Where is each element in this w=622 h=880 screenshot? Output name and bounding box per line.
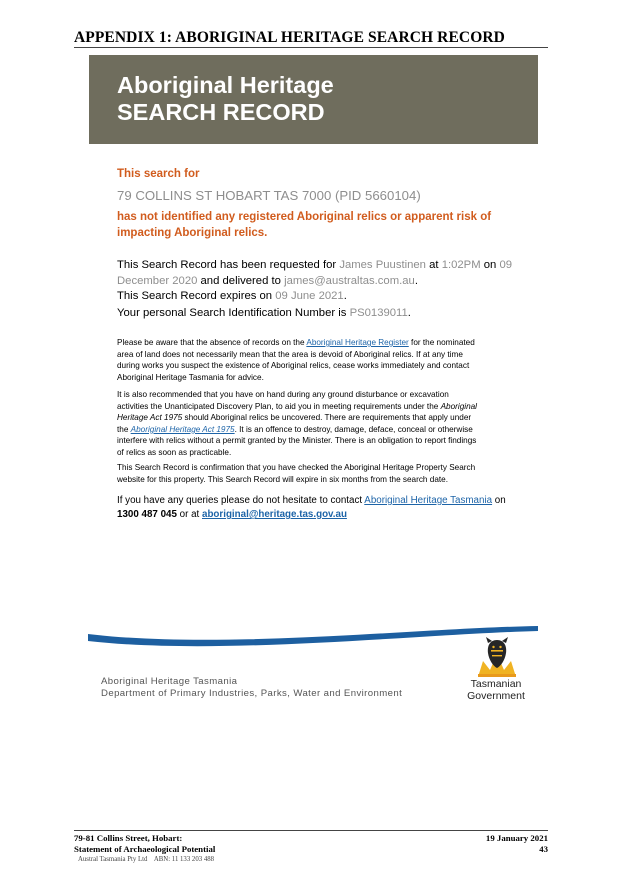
delivery-email: james@australtas.com.au <box>284 274 415 287</box>
request-line-2: December 2020 and delivered to james@australtas.com.au. <box>117 274 418 287</box>
search-id: PS0139011 <box>349 306 408 319</box>
heritage-act-link[interactable]: Aboriginal Heritage Act 1975 <box>130 424 235 434</box>
footer-doc-title: Statement of Archaeological Potential <box>74 843 216 854</box>
request-time: 1:02PM <box>441 259 481 271</box>
request-date-month: December 2020 <box>117 274 198 287</box>
request-line-1: This Search Record has been requested for James Puustinen at 1:02PM on 09 <box>117 259 513 271</box>
contact-phone: 1300 487 045 <box>117 509 177 520</box>
aht-contact-link[interactable]: Aboriginal Heritage Tasmania <box>364 495 493 506</box>
government-line-1: Tasmanian <box>470 678 522 690</box>
requester-name: James Puustinen <box>339 259 426 271</box>
heritage-register-link[interactable]: Aboriginal Heritage Register <box>306 338 409 347</box>
search-id-line: Your personal Search Identification Number is PS0139011. <box>117 306 411 319</box>
footer-address: 79-81 Collins Street, Hobart: <box>74 833 183 843</box>
expiry-date: 09 June 2021 <box>275 290 344 303</box>
finding-line-1: has not identified any registered Aboriginal relics or apparent risk of <box>117 211 492 223</box>
contact-paragraph: If you have any queries please do not hesitate to contact Aboriginal Heritage Tasmania on 1300 487 045 or at aboriginal@heritage.tas.gov.au <box>117 495 506 520</box>
search-intro: This search for <box>117 168 200 180</box>
footer-right <box>428 833 548 854</box>
government-line-2: Government <box>467 690 525 702</box>
agency-name: Aboriginal Heritage Tasmania <box>101 676 238 687</box>
page-number: 43 <box>539 843 548 854</box>
contact-email-link[interactable]: aboriginal@heritage.tas.gov.au <box>202 509 347 520</box>
advice-paragraph-2: It is also recommended that you have on hand during any ground disturbance or excavation activities the Unanticipated Discovery Plan, to aid you in meeting requirements under the Aboriginal Heritage Act 1975 should Aboriginal relics be uncovered. There are requirements that apply under the Aboriginal Heritage Act 1975. It is an offence to destroy, damage, deface, conceal or otherwise interfere with relics without a permit granted by the Minister. There is an obligation to report findings of relics as soon as practicable. <box>117 390 478 457</box>
finding-line-2: impacting Aboriginal relics. <box>117 226 268 239</box>
advice-paragraph-1: Please be aware that the absence of records on the Aboriginal Heritage Register for the nominated area of land does not necessarily mean that the area is devoid of Aboriginal relics. If at any time during works you suspect the existence of Aboriginal relics, cease works immediately and contact Aboriginal Heritage Tasmania for advice. <box>117 338 475 382</box>
confirmation-paragraph: This Search Record is confirmation that you have checked the Aboriginal Heritage Property Search website for this property. This Search Record will expire in six months from the search date. <box>117 463 476 484</box>
banner-title-line2: SEARCH RECORD <box>117 99 325 125</box>
tasmanian-tiger-logo-icon <box>474 636 520 678</box>
search-address: 79 COLLINS ST HOBART TAS 7000 (PID 5660104) <box>117 188 421 203</box>
expiry-line: This Search Record expires on 09 June 2021. <box>117 290 347 303</box>
banner-title-line1: Aboriginal Heritage <box>117 72 334 98</box>
request-date-day: 09 <box>499 259 513 271</box>
footer-company: Austral Tasmania Pty Ltd ABN: 11 133 203 488 <box>78 856 215 863</box>
government-wordmark <box>464 678 528 702</box>
appendix-heading: APPENDIX 1: ABORIGINAL HERITAGE SEARCH RECORD <box>74 29 505 46</box>
department-name: Department of Primary Industries, Parks, Water and Environment <box>101 688 403 699</box>
footer-date: 19 January 2021 <box>485 833 548 843</box>
footer-left <box>74 833 215 854</box>
footer-rule <box>74 830 548 831</box>
